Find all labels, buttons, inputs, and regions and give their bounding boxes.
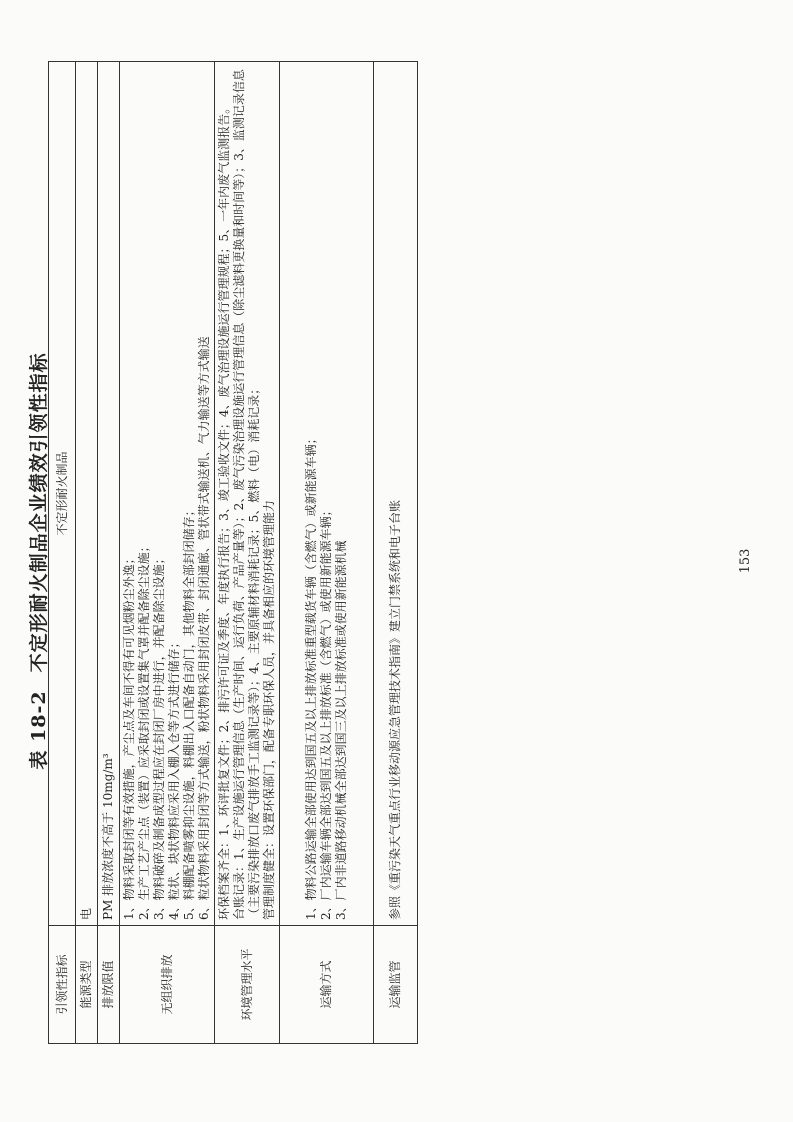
row-line: 管理制度健全：设置环保部门，配备专职环保人员，并具备相应的环境管理能力 [262,499,276,920]
table-row-transport-supervision [374,62,418,1044]
row-content [98,62,120,926]
table-caption [24,0,51,1122]
row-line: 6、粒状物料采用封闭等方式输送，粉状物料采用封闭皮带、封闭通廊、管状带式输送机、气力输送等方式输送 [197,336,211,920]
row-line: 2、厂内运输车辆全部达到国五及以上排放标准（含燃气）或使用新能源车辆； [319,504,333,920]
table-number: 表 18-2 [28,690,50,770]
row-content [280,62,374,926]
table-title: 不定形耐火制品企业绩效引领性指标 [28,352,50,673]
table-row-emission-limit [98,62,120,1044]
row-line: 3、厂内非道路移动机械全部达到国三及以上排放标准或使用新能源机械 [334,540,348,920]
row-label: 无组织排放 [120,926,215,1044]
row-line: 电 [79,907,93,920]
header-col2: 不定形耐火制品 [49,62,76,926]
row-line: 2、生产工艺产尘点（装置）应采取封闭或设置集气罩并配备除尘设施； [137,540,151,920]
row-line: 3、物料破碎及制备成型过程应在封闭厂房中进行，并配备除尘设施； [152,552,166,920]
row-content [76,62,98,926]
table-row-env-management [215,62,280,1044]
header-col1: 引领性指标 [49,926,76,1044]
row-line: 5、料棚配备喷雾抑尘设施，料棚出入口配备自动门，其他物料全部封闭储存； [182,504,196,920]
row-label: 能源类型 [76,926,98,1044]
row-line: 环保档案齐全：1、环评批复文件；2、排污许可证及季度、年度执行报告；3、竣工验收文件；4、废气治理设施运行管理规程；5、一年内废气监测报告。 [217,101,231,920]
row-content [120,62,215,926]
table-row-energy [76,62,98,1044]
row-label: 环境管理水平 [215,926,280,1044]
row-line: 台账记录：1、生产设施运行管理信息（生产时间、运行负荷、产品产量等）；2、废气污染治理设施运行管理信息（除尘滤料更换量和时间等）；3、监测记录信息（主要污染排放口废气排放手工监测记录等）；4、主要原辅材料消耗记录；5、燃料（电）消耗记录； [232,69,261,920]
table-row-unorganized-emission [120,62,215,1044]
row-line: 1、物料采取封闭等有效措施，产尘点及车间不得有可见烟粉尘外逸； [122,552,136,920]
indicator-table [48,61,418,1044]
row-label: 运输方式 [280,926,374,1044]
table-header-row [49,62,76,1044]
row-line: 4、粒状、块状物料应采用入棚入仓等方式进行储存； [167,636,181,920]
row-content [374,62,418,926]
table-row-transport-mode [280,62,374,1044]
page-number: 153 [738,548,753,574]
row-label: 排放限值 [98,926,120,1044]
row-line: 1、物料公路运输全部使用达到国五及以上排放标准重型载货车辆（含燃气）或新能源车辆； [304,432,318,920]
row-line: 参照《重污染天气重点行业移动源应急管理技术指南》建立门禁系统和电子台账 [388,499,402,920]
row-label: 运输监管 [374,926,418,1044]
row-content [215,62,280,926]
row-line: PM 排放浓度不高于 10mg/m³ [101,753,115,920]
